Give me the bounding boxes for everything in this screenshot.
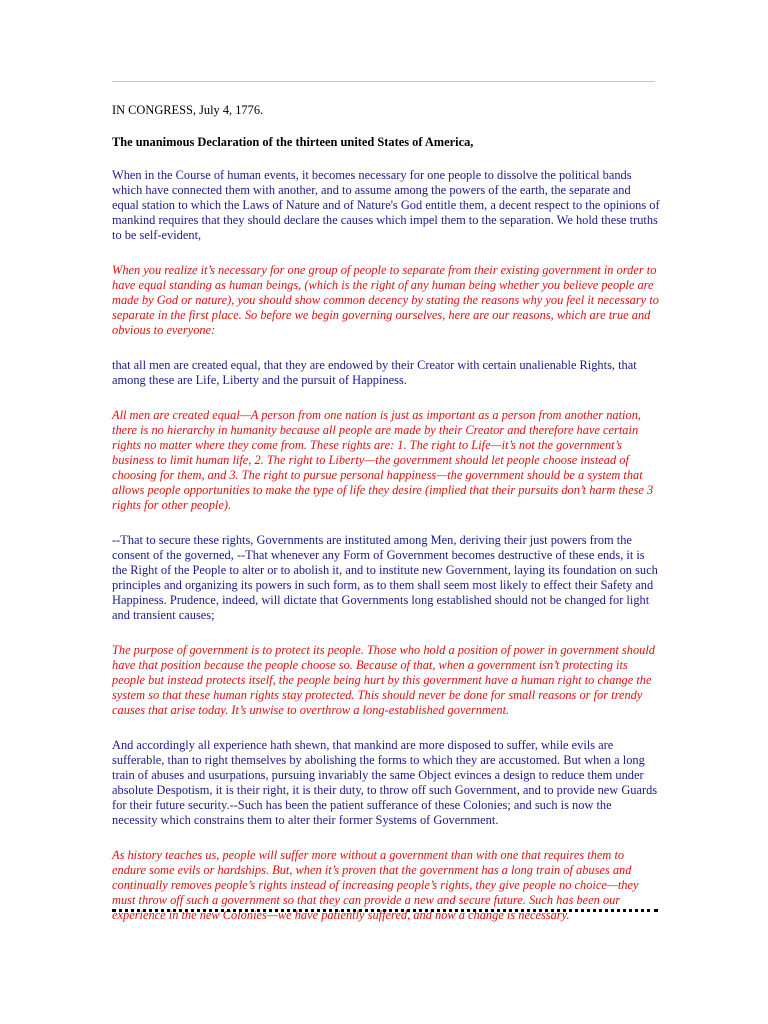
original-paragraph-4: And accordingly all experience hath shewn, that mankind are more disposed to suffer, while evils are sufferable, than to right themselves by abolishing the forms to which they are accustomed. But when a long train of abuses and usurpations, pursuing invariably the same Object evinces a design to reduce them under absolute Despotism, it is their right, it is their duty, to throw off such Government, and to provide new Guards for their future security.--Such has been the patient sufferance of these Colonies; and such is now the necessity which constrains them to alter their former Systems of Government. [112,738,658,827]
original-paragraph-1: When in the Course of human events, it becomes necessary for one people to dissolve the political bands which have connected them with another, and to assume among the powers of the earth, the separate and equal station to which the Laws of Nature and of Nature's God entitle them, a decent respect to the opinions of mankind requires that they should declare the causes which impel them to the separation. We hold these truths to be self-evident, [112,168,660,242]
translation-paragraph-3: The purpose of government is to protect its people. Those who hold a position of power in government should have that position because the people choose so. Because of that, when a government isn’t protecting its people but instead protects itself, the people being hurt by this government have a human right to change the system so that these human rights stay protected. This should never be done for small reasons or for trendy causes that arise today. It’s unwise to overthrow a long-established government. [112,643,655,717]
translation-paragraph-2: All men are created equal—A person from one nation is just as important as a person from another nation, there is no hierarchy in humanity because all people are made by their Creator and therefore have certain rights no matter where they come from. These rights are: 1. The right to Life—it’s not the government’s business to limit human life, 2. The right to Liberty—the government should let people choose instead of choosing for them, and 3. The right to pursue personal happiness—the government should be a system that allows people opportunities to make the type of life they desire (implied that their pursuits don’t harm these 3 rights for other people). [112,408,654,512]
original-paragraph-3: --That to secure these rights, Governments are instituted among Men, deriving their just powers from the consent of the governed, --That whenever any Form of Government becomes destructive of these ends, it is the Right of the People to alter or to abolish it, and to institute new Government, laying its foundation on such principles and organizing its powers in such form, as to them shall seem most likely to effect their Safety and Happiness. Prudence, indeed, will dictate that Governments long established should not be changed for light and transient causes; [112,533,658,622]
translation-paragraph-1: When you realize it’s necessary for one group of people to separate from their existing government in order to have equal standing as human beings, (which is the right of any human being whether you believe people are made by God or nature), you should show common decency by stating the reasons why you feel it necessary to separate in the first place. So before we begin governing ourselves, here are our reasons, which are true and obvious to everyone: [112,263,659,337]
document-header: IN CONGRESS, July 4, 1776. [112,103,264,117]
document-title: The unanimous Declaration of the thirteen united States of America, [112,135,474,149]
page-break-divider [112,909,658,912]
document-body [112,103,660,923]
original-paragraph-2: that all men are created equal, that they are endowed by their Creator with certain unalienable Rights, that among these are Life, Liberty and the pursuit of Happiness. [112,358,637,387]
translation-paragraph-4: As history teaches us, people will suffer more without a government than with one that requires them to endure some evils or hardships. But, when it’s proven that the government has a long train of abuses and continually removes people’s rights instead of increasing people’s rights, they give people no choice—they must throw off such a government so that they can provide a new and secure future. Such has been our experience in the new Colonies—we have patiently suffered, and now a change is necessary. [112,848,639,922]
top-divider [112,81,655,82]
